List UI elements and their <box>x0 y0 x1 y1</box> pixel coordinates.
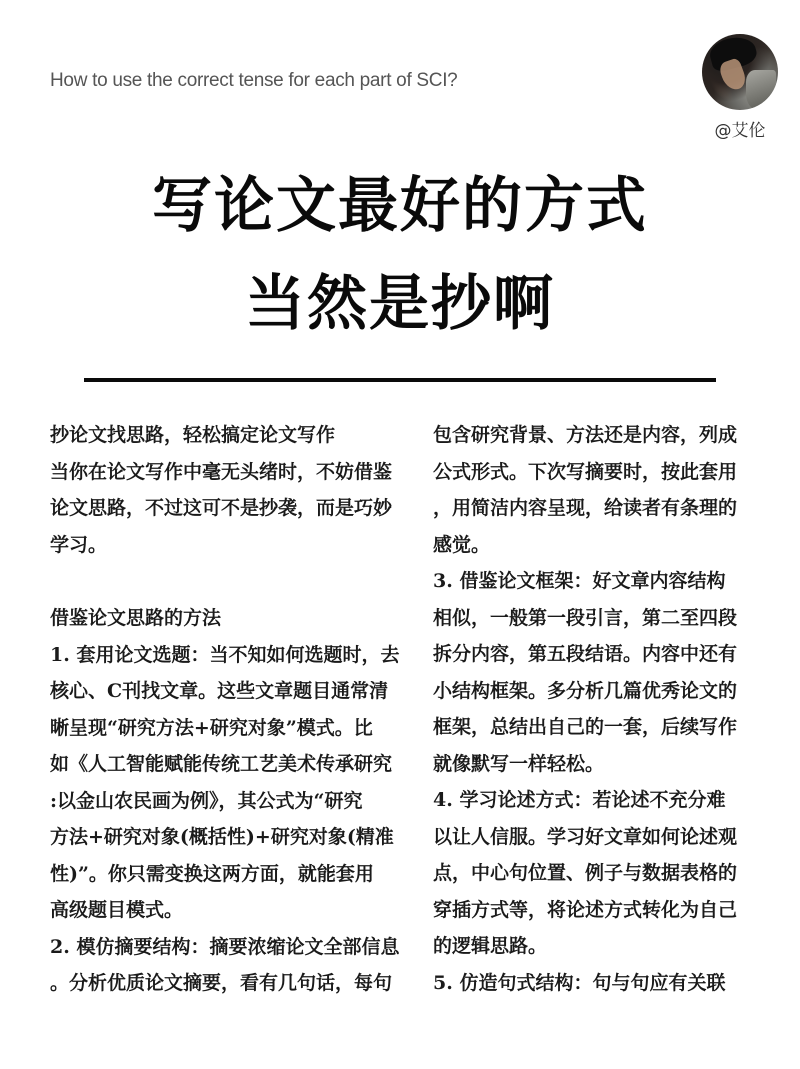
spacer <box>50 563 405 600</box>
subtitle: How to use the correct tense for each part of SCI? <box>50 70 458 91</box>
divider <box>84 378 716 382</box>
paragraph-line: 3. 借鉴论文框架：好文章内容结构 <box>433 570 726 592</box>
paragraph-line: 2. 模仿摘要结构：摘要浓缩论文全部信息 <box>50 935 400 958</box>
paragraph-line: 的逻辑思路。 <box>433 935 548 957</box>
paragraph-line: 如《人工智能赋能传统工艺美术传承研究 <box>50 753 393 775</box>
paragraph-line: 小结构框架。多分析几篇优秀论文的 <box>433 679 738 702</box>
paragraph-line: 性)”。你只需变换这两方面，就能套用 <box>50 862 374 885</box>
paragraph-line: 5. 仿造句式结构：句与句应有关联 <box>433 971 726 994</box>
paragraph-line: 就像默写一样轻松。 <box>433 752 605 775</box>
paragraph-line: 包含研究背景、方法还是内容，列成 <box>433 424 738 446</box>
paragraph-line: 框架，总结出自己的一套，后续写作 <box>433 716 738 738</box>
paragraph-line: 4. 学习论述方式：若论述不充分难 <box>433 789 726 811</box>
paragraph-line: 穿插方式等，将论述方式转化为自己 <box>433 898 738 921</box>
paragraph-line: 点，中心句位置、例子与数据表格的 <box>433 862 738 884</box>
paragraph-line: 方法+研究对象(概括性)+研究对象(精准 <box>50 826 394 848</box>
headline-line-2: 当然是抄啊 <box>245 269 555 339</box>
paragraph-line: 公式形式。下次写摘要时，按此套用 <box>433 460 738 483</box>
paragraph-line: 相似，一般第一段引言，第二至四段 <box>433 606 738 629</box>
paragraph-line: 高级题目模式。 <box>50 899 184 921</box>
left-column <box>50 417 405 1002</box>
author-badge <box>700 34 780 141</box>
paragraph-line: 以让人信服。学习好文章如何论述观 <box>433 825 738 848</box>
paragraph-line: 核心、C刊找文章。这些文章题目通常清 <box>50 680 389 702</box>
paragraph-line: 。分析优质论文摘要，看有几句话，每句 <box>50 972 393 994</box>
author-name: @艾伦 <box>714 121 766 141</box>
section-title: 借鉴论文思路的方法 <box>50 607 222 629</box>
paragraph-line: :以金山农民画为例》，其公式为“研究 <box>50 789 363 812</box>
paragraph-line: 1. 套用论文选题：当不知如何选题时，去 <box>50 643 400 666</box>
paragraph-line: 当你在论文写作中毫无头绪时，不妨借鉴 <box>50 460 393 483</box>
paragraph-line: ，用简洁内容呈现，给读者有条理的 <box>433 497 738 519</box>
headline-line-1: 写论文最好的方式 <box>152 171 648 241</box>
paragraph-line: 学习。 <box>50 533 108 556</box>
avatar-image-icon <box>702 34 778 110</box>
intro-title: 抄论文找思路，轻松搞定论文写作 <box>50 424 336 446</box>
paragraph-line: 晰呈现“研究方法+研究对象”模式。比 <box>50 716 373 739</box>
paragraph-line: 感觉。 <box>433 533 491 556</box>
paragraph-line: 拆分内容，第五段结语。内容中还有 <box>433 643 738 665</box>
right-column <box>433 417 753 1001</box>
paragraph-line: 论文思路，不过这可不是抄袭，而是巧妙 <box>50 497 393 519</box>
